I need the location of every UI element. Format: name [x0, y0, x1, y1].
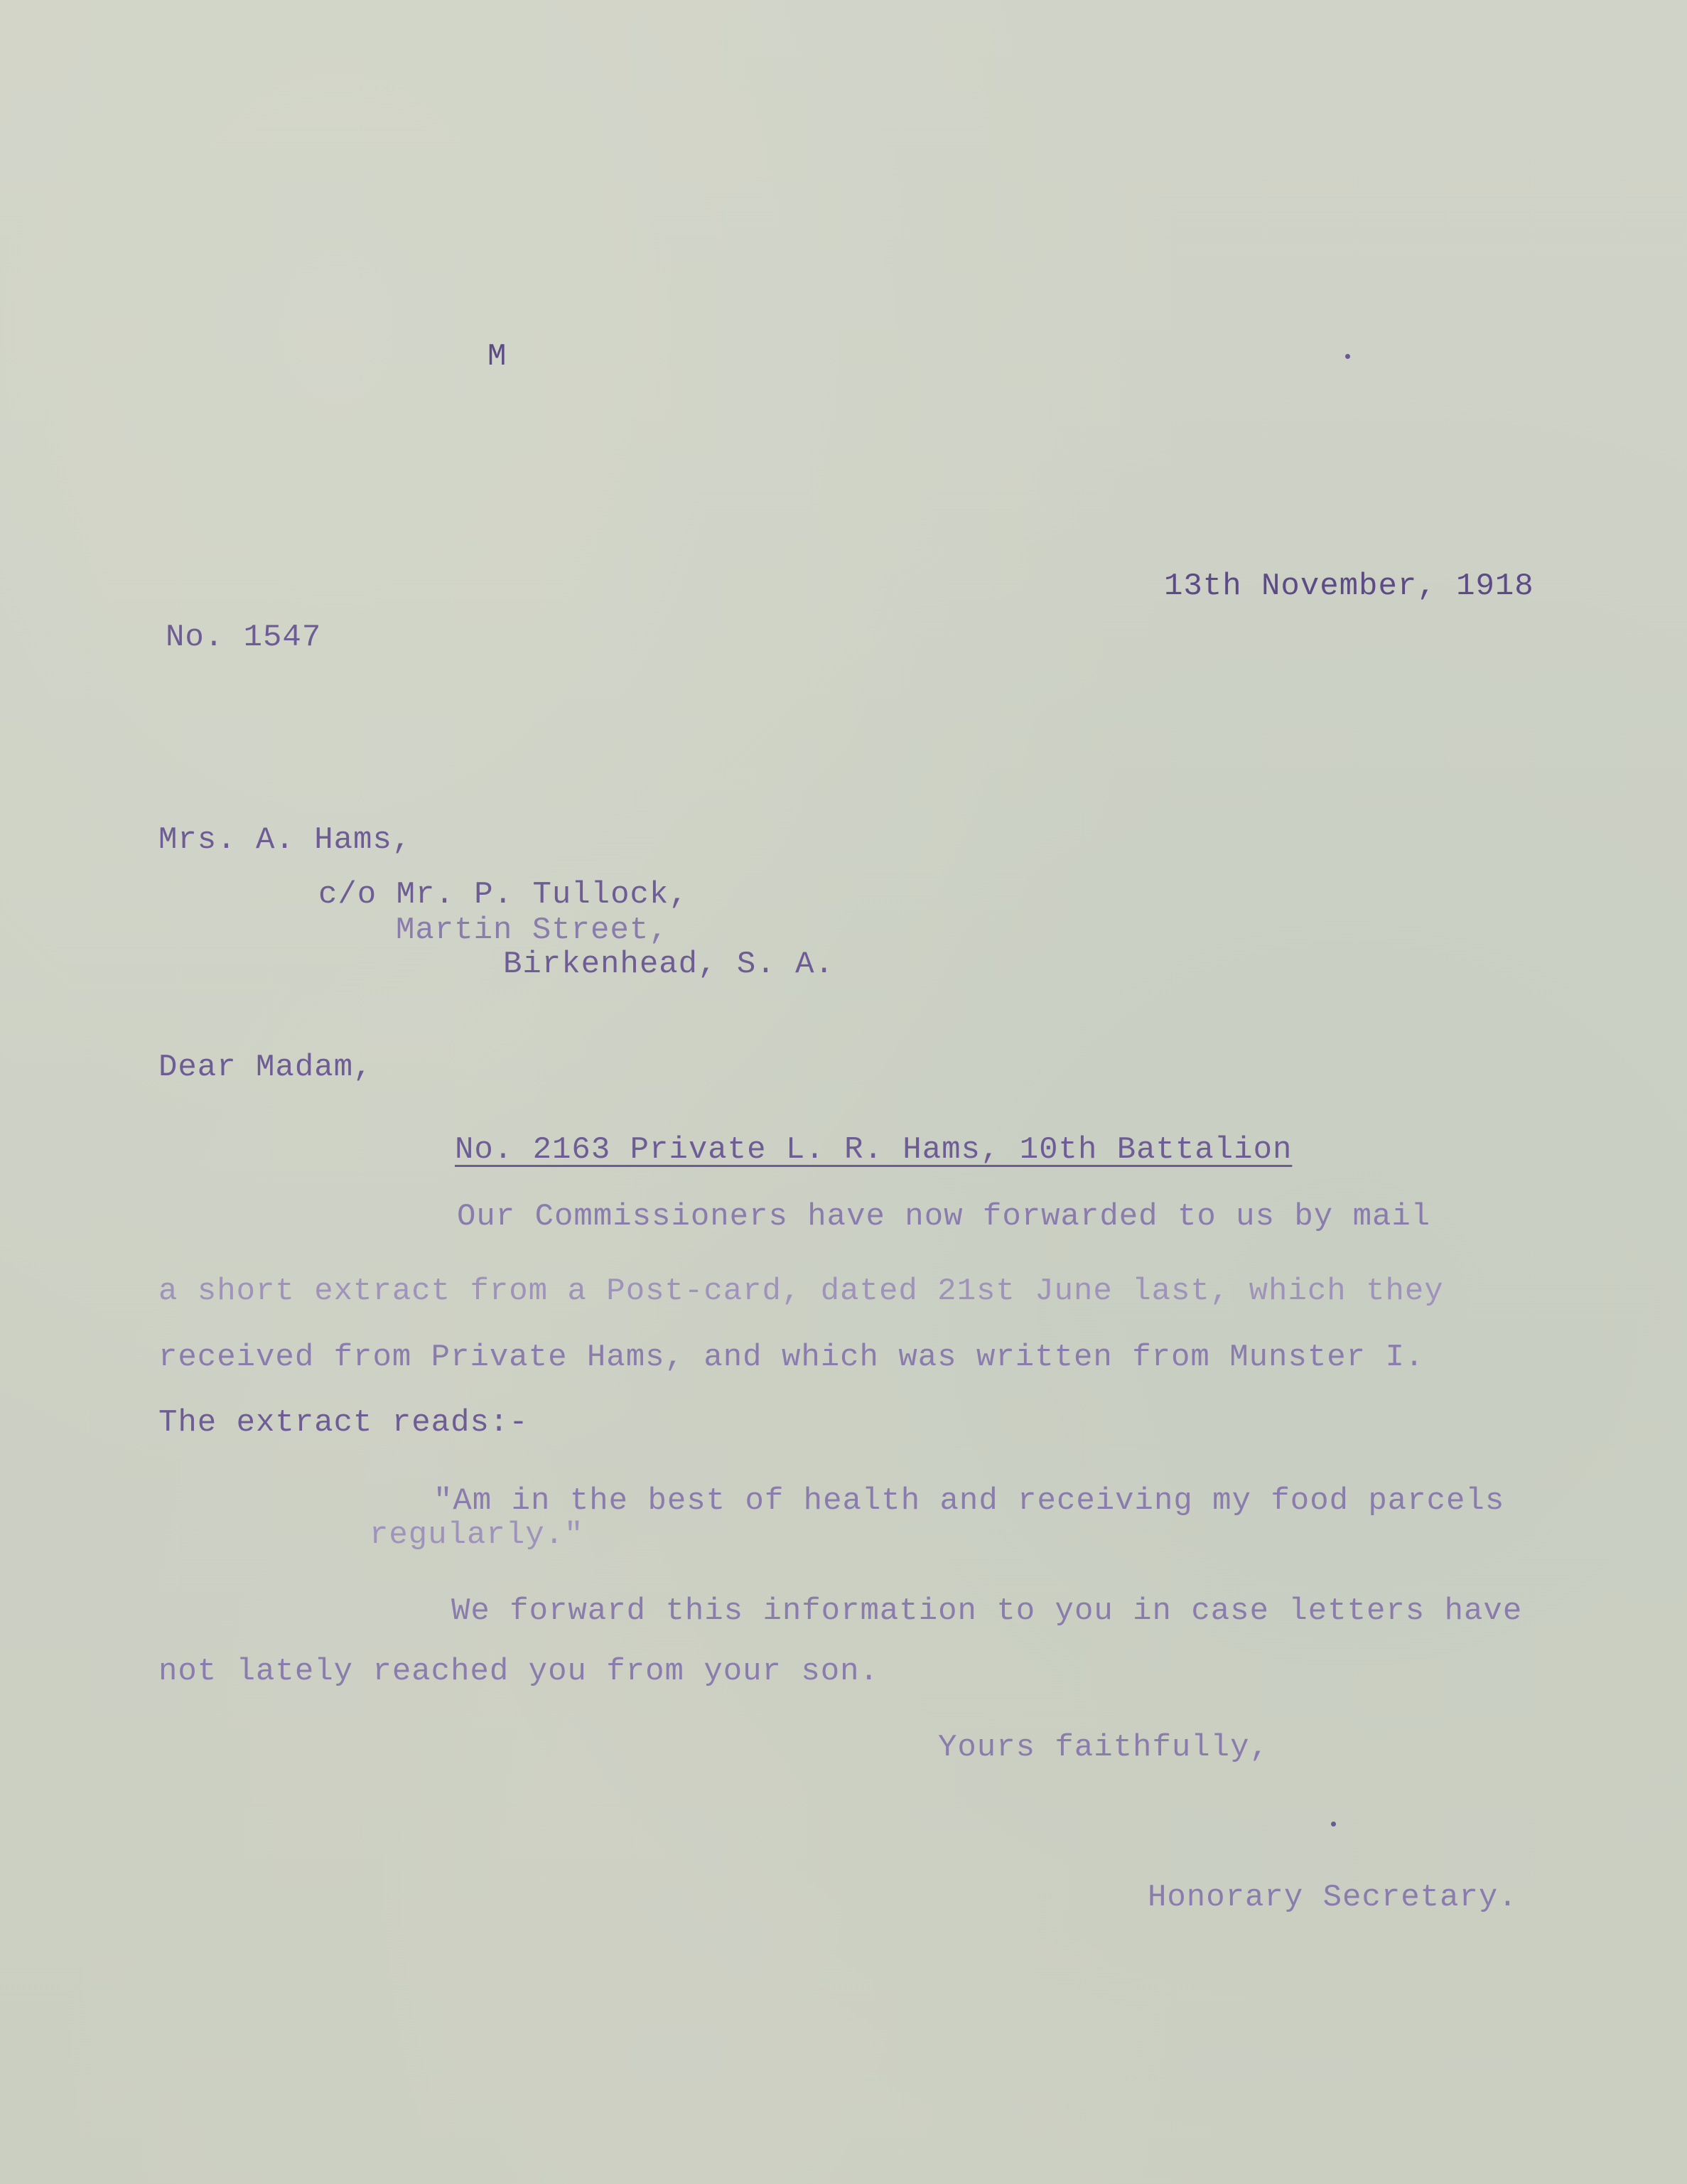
- body-paragraph-1-line-3: received from Private Hams, and which was written from Munster I.: [158, 1340, 1425, 1375]
- salutation: Dear Madam,: [158, 1050, 373, 1085]
- body-paragraph-1-line-2: a short extract from a Post-card, dated 21st June last, which they: [158, 1274, 1444, 1309]
- address-line-care-of: c/o Mr. P. Tullock,: [318, 877, 689, 913]
- address-line-name: Mrs. A. Hams,: [158, 822, 412, 858]
- signature-mark-dot: [1331, 1822, 1336, 1827]
- closing: Yours faithfully,: [938, 1730, 1269, 1765]
- signature-title: Honorary Secretary.: [1148, 1880, 1518, 1915]
- address-line-street: Martin Street,: [396, 913, 669, 948]
- subject-line: No. 2163 Private L. R. Hams, 10th Battalion: [455, 1132, 1293, 1168]
- body-paragraph-1-line-4: The extract reads:-: [158, 1405, 529, 1441]
- address-line-city: Birkenhead, S. A.: [503, 947, 834, 982]
- body-paragraph-2-line-2: not lately reached you from your son.: [158, 1654, 879, 1689]
- reference-number: No. 1547: [166, 620, 322, 655]
- quote-line-1: "Am in the best of health and receiving my food parcels: [433, 1483, 1505, 1519]
- quote-line-2: regularly.": [370, 1517, 584, 1553]
- letter-date: 13th November, 1918: [1164, 569, 1534, 604]
- body-paragraph-2-line-1: We forward this information to you in case letters have: [451, 1593, 1523, 1629]
- header-initial: M: [487, 339, 507, 375]
- body-paragraph-1-line-1: Our Commissioners have now forwarded to us by mail: [457, 1199, 1431, 1234]
- header-mark-dot: [1345, 354, 1350, 359]
